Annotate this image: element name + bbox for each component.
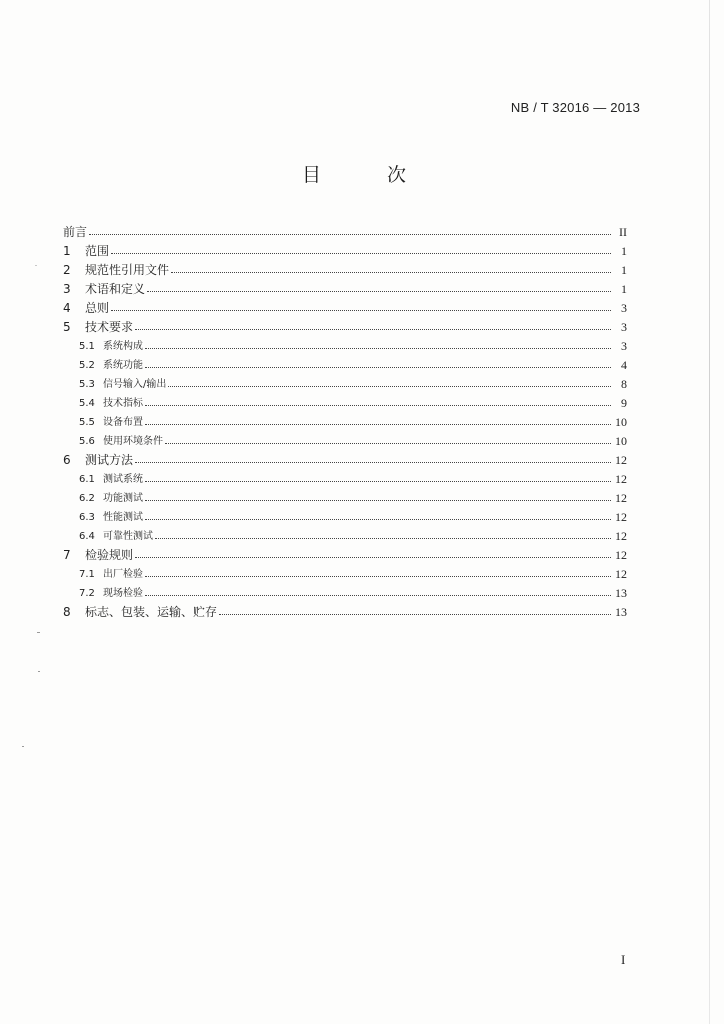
toc-dot-leader bbox=[135, 329, 611, 330]
toc-entry[interactable] bbox=[63, 599, 627, 618]
toc-entry-number: 5.3 bbox=[79, 379, 95, 390]
toc-entry-label: 出厂检验 bbox=[103, 569, 143, 580]
toc-dot-leader bbox=[219, 614, 611, 615]
toc-entry-number: 2 bbox=[63, 263, 71, 277]
toc-entry-page: 1 bbox=[621, 282, 627, 296]
toc-entry-number: 5.5 bbox=[79, 417, 95, 428]
toc-entry-number: 6.4 bbox=[79, 531, 95, 542]
toc-entry-number: 8 bbox=[63, 605, 71, 619]
toc-dot-leader bbox=[145, 424, 611, 425]
toc-entry-page: 1 bbox=[621, 244, 627, 258]
toc-entry[interactable] bbox=[63, 257, 627, 276]
toc-entry-number: 7.2 bbox=[79, 588, 95, 599]
toc-dot-leader bbox=[168, 386, 611, 387]
toc-entry-number: 5 bbox=[63, 320, 71, 334]
toc-entry-label: 测试方法 bbox=[85, 453, 134, 467]
toc-entry-page: 12 bbox=[615, 510, 627, 524]
toc-entry-page: II bbox=[619, 225, 627, 239]
table-of-contents bbox=[63, 219, 627, 618]
toc-entry-number: 5.2 bbox=[79, 360, 95, 371]
toc-entry-label: 范围 bbox=[85, 244, 110, 258]
toc-dot-leader bbox=[165, 443, 611, 444]
page-number: I bbox=[621, 952, 626, 967]
toc-entry-page: 12 bbox=[615, 548, 627, 562]
toc-entry-number: 6.3 bbox=[79, 512, 95, 523]
toc-entry-number: 5.6 bbox=[79, 436, 95, 447]
toc-entry-label: 现场检验 bbox=[103, 588, 143, 599]
toc-entry-page: 3 bbox=[621, 301, 627, 315]
toc-dot-leader bbox=[147, 291, 611, 292]
toc-entry-number: 5.4 bbox=[79, 398, 95, 409]
toc-dot-leader bbox=[111, 310, 611, 311]
toc-entry-number: 4 bbox=[63, 301, 71, 315]
toc-dot-leader bbox=[111, 253, 611, 254]
toc-entry-label: 使用环境条件 bbox=[103, 436, 163, 447]
toc-entry[interactable] bbox=[63, 409, 627, 428]
toc-entry-label: 术语和定义 bbox=[85, 282, 146, 296]
toc-entry-number: 3 bbox=[63, 282, 71, 296]
toc-dot-leader bbox=[89, 234, 611, 235]
scan-speck bbox=[22, 746, 24, 747]
toc-dot-leader bbox=[145, 519, 611, 520]
toc-entry[interactable] bbox=[63, 580, 627, 599]
toc-entry[interactable] bbox=[63, 371, 627, 390]
toc-dot-leader bbox=[145, 348, 611, 349]
toc-entry-label: 系统构成 bbox=[103, 341, 143, 352]
toc-entry[interactable] bbox=[63, 542, 627, 561]
toc-entry[interactable] bbox=[63, 314, 627, 333]
toc-entry-page: 13 bbox=[615, 605, 627, 619]
toc-entry-page: 12 bbox=[615, 491, 627, 505]
toc-entry-label: 标志、包装、运输、贮存 bbox=[85, 605, 218, 619]
document-code: NB / T 32016 — 2013 bbox=[510, 100, 640, 115]
toc-dot-leader bbox=[155, 538, 611, 539]
toc-entry[interactable] bbox=[63, 561, 627, 580]
toc-dot-leader bbox=[145, 405, 611, 406]
toc-entry[interactable] bbox=[63, 390, 627, 409]
toc-entry[interactable] bbox=[63, 219, 627, 238]
scan-speck bbox=[35, 265, 37, 266]
toc-entry[interactable] bbox=[63, 504, 627, 523]
toc-entry-page: 10 bbox=[615, 434, 627, 448]
toc-entry-page: 1 bbox=[621, 263, 627, 277]
toc-entry-page: 4 bbox=[621, 358, 627, 372]
toc-entry-label: 技术要求 bbox=[85, 320, 134, 334]
toc-entry-page: 12 bbox=[615, 453, 627, 467]
toc-entry-page: 3 bbox=[621, 320, 627, 334]
toc-entry-page: 10 bbox=[615, 415, 627, 429]
toc-entry[interactable] bbox=[63, 295, 627, 314]
toc-entry-number: 6 bbox=[63, 453, 71, 467]
toc-dot-leader bbox=[135, 462, 611, 463]
toc-entry[interactable] bbox=[63, 276, 627, 295]
toc-title: 目 次 bbox=[301, 164, 437, 186]
toc-dot-leader bbox=[145, 367, 611, 368]
toc-entry-page: 12 bbox=[615, 472, 627, 486]
toc-entry-page: 8 bbox=[621, 377, 627, 391]
toc-entry[interactable] bbox=[63, 466, 627, 485]
toc-entry-page: 13 bbox=[615, 586, 627, 600]
scan-speck bbox=[37, 632, 40, 633]
toc-dot-leader bbox=[145, 576, 611, 577]
toc-entry-page: 12 bbox=[615, 567, 627, 581]
toc-entry[interactable] bbox=[63, 485, 627, 504]
toc-entry-page: 12 bbox=[615, 529, 627, 543]
toc-entry-label: 信号输入/输出 bbox=[103, 379, 167, 390]
toc-dot-leader bbox=[135, 557, 611, 558]
toc-entry-label: 规范性引用文件 bbox=[85, 263, 170, 277]
toc-entry-label: 性能测试 bbox=[103, 512, 143, 523]
toc-dot-leader bbox=[171, 272, 611, 273]
toc-entry-number: 7.1 bbox=[79, 569, 95, 580]
toc-dot-leader bbox=[145, 481, 611, 482]
toc-entry[interactable] bbox=[63, 447, 627, 466]
toc-entry-number: 6.1 bbox=[79, 474, 95, 485]
toc-entry-label: 系统功能 bbox=[103, 360, 143, 371]
toc-entry-number: 6.2 bbox=[79, 493, 95, 504]
toc-dot-leader bbox=[145, 500, 611, 501]
toc-entry-label: 技术指标 bbox=[103, 398, 143, 409]
toc-entry[interactable] bbox=[63, 352, 627, 371]
toc-entry-number: 7 bbox=[63, 548, 71, 562]
toc-entry[interactable] bbox=[63, 238, 627, 257]
toc-entry[interactable] bbox=[63, 333, 627, 352]
toc-entry-label: 可靠性测试 bbox=[103, 531, 153, 542]
page-edge-shadow bbox=[709, 0, 710, 1024]
toc-entry-label: 前言 bbox=[63, 225, 88, 239]
toc-entry-number: 1 bbox=[63, 244, 71, 258]
toc-dot-leader bbox=[145, 595, 611, 596]
toc-entry[interactable] bbox=[63, 523, 627, 542]
toc-entry-label: 设备布置 bbox=[103, 417, 143, 428]
toc-entry-page: 9 bbox=[621, 396, 627, 410]
toc-entry-page: 3 bbox=[621, 339, 627, 353]
toc-entry-label: 检验规则 bbox=[85, 548, 134, 562]
toc-entry-label: 总则 bbox=[85, 301, 110, 315]
scan-speck bbox=[38, 671, 40, 672]
toc-entry-label: 测试系统 bbox=[103, 474, 143, 485]
toc-entry-number: 5.1 bbox=[79, 341, 95, 352]
toc-entry[interactable] bbox=[63, 428, 627, 447]
toc-entry-label: 功能测试 bbox=[103, 493, 143, 504]
